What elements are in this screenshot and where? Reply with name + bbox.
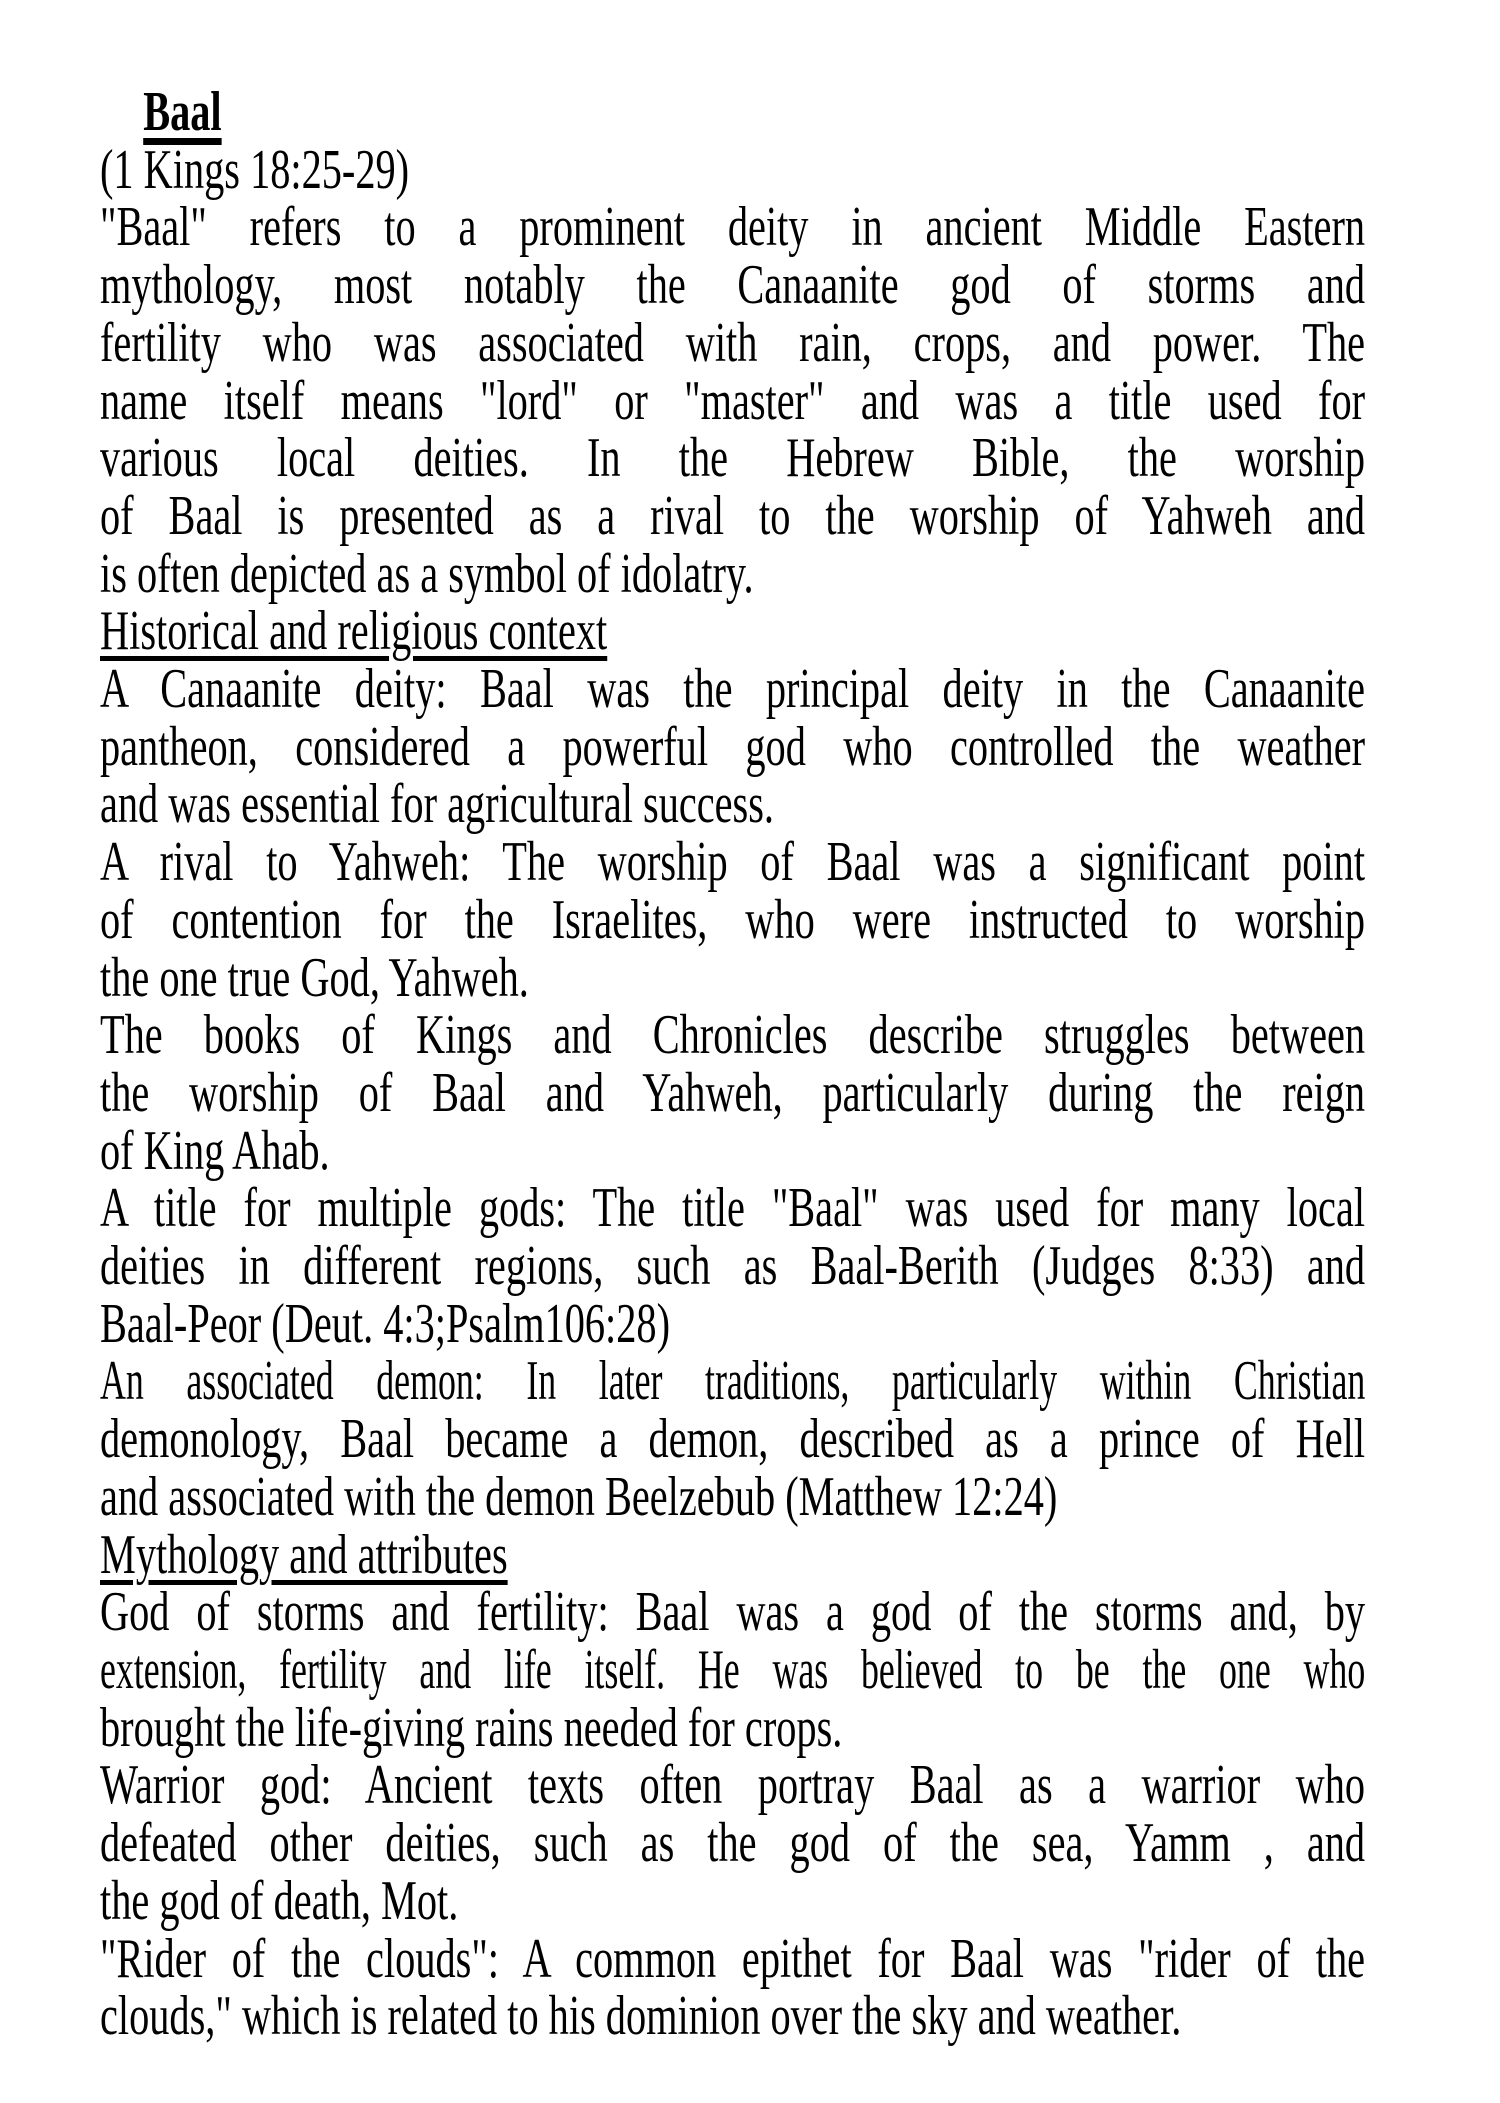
text-line: A rival to Yahweh: The worship of Baal was a significant point [100,831,1366,894]
scripture-reference: (1 Kings 18:25-29) [100,138,410,201]
text-line: the one true God, Yahweh. [100,946,529,1009]
text-line: A title for multiple gods: The title "Baal" was used for many local [100,1177,1366,1240]
text-line: defeated other deities, such as the god of the sea, Yamm , and [100,1812,1366,1875]
text-line: mythology, most notably the Canaanite god of storms and [100,254,1366,317]
text-line: of contention for the Israelites, who were instructed to worship [100,888,1366,951]
text-line: the worship of Baal and Yahweh, particularly during the reign [100,1061,1366,1124]
text-line: the god of death, Mot. [100,1869,459,1932]
text-line: of King Ahab. [100,1119,330,1182]
text-line: The books of Kings and Chronicles describe struggles between [100,1004,1366,1067]
text-line: of Baal is presented as a rival to the worship of Yahweh and [100,484,1366,547]
text-line: Baal-Peor (Deut. 4:3;Psalm106:28) [100,1292,670,1355]
text-line: brought the life-giving rains needed for crops. [100,1696,843,1759]
text-line: and associated with the demon Beelzebub (Matthew 12:24) [100,1465,1058,1528]
text-line: fertility who was associated with rain, crops, and power. The [100,311,1366,374]
section-heading-historical-context: Historical and religious context [100,600,608,663]
text-line: pantheon, considered a powerful god who controlled the weather [100,715,1366,778]
text-line: and was essential for agricultural success. [100,773,775,836]
text-line: various local deities. In the Hebrew Bible, the worship [100,427,1366,490]
text-line: extension, fertility and life itself. He was believed to be the one who [100,1638,1366,1701]
text-line: demonology, Baal became a demon, described as a prince of Hell [100,1408,1366,1471]
text-line: "Baal" refers to a prominent deity in ancient Middle Eastern [100,196,1366,259]
text-column [100,81,1500,2048]
text-line: God of storms and fertility: Baal was a god of the storms and, by [100,1581,1366,1644]
text-line: name itself means "lord" or "master" and was a title used for [100,369,1366,432]
text-line: Warrior god: Ancient texts often portray Baal as a warrior who [100,1754,1366,1817]
document-title: Baal [143,81,222,143]
text-line: clouds," which is related to his dominion over the sky and weather. [100,1985,1182,2048]
text-line: is often depicted as a symbol of idolatry. [100,542,754,605]
text-line: deities in different regions, such as Baal-Berith (Judges 8:33) and [100,1235,1366,1298]
text-line: An associated demon: In later traditions, particularly within Christian [100,1350,1366,1413]
text-line: "Rider of the clouds": A common epithet for Baal was "rider of the [100,1927,1366,1990]
section-heading-mythology-attributes: Mythology and attributes [100,1523,508,1586]
text-line: A Canaanite deity: Baal was the principal deity in the Canaanite [100,658,1366,721]
